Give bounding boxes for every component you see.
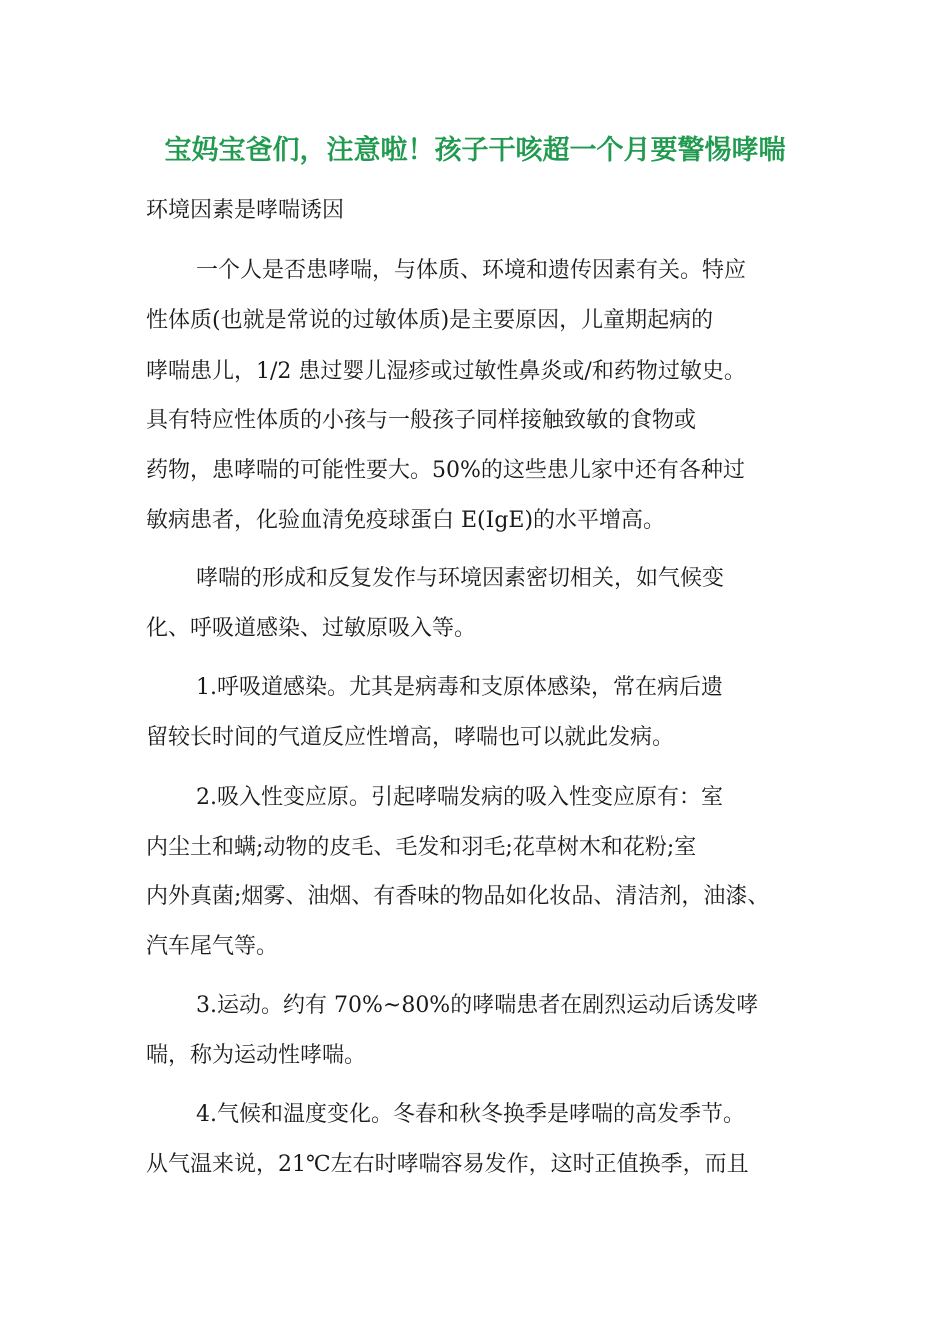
paragraph-1-line-2: 性体质(也就是常说的过敏体质)是主要原因，儿童期起病的 [146,308,714,333]
paragraph-6-line-2: 从气温来说，21℃左右时哮喘容易发作，这时正值换季，而且 [146,1152,749,1177]
paragraph-4-line-1: 2.吸入性变应原。引起哮喘发病的吸入性变应原有：室 [196,785,723,810]
paragraph-2-line-1: 哮喘的形成和反复发作与环境因素密切相关，如气候变 [196,566,725,591]
paragraph-1-line-3: 哮喘患儿，1/2 患过婴儿湿疹或过敏性鼻炎或/和药物过敏史。 [146,359,746,384]
paragraph-3-line-1: 1.呼吸道感染。尤其是病毒和支原体感染，常在病后遗 [196,675,723,700]
article-title: 宝妈宝爸们，注意啦！孩子干咳超一个月要警惕哮喘 [164,135,786,166]
paragraph-5-line-2: 喘，称为运动性哮喘。 [146,1043,367,1068]
paragraph-4-line-4: 汽车尾气等。 [146,934,279,959]
section-heading: 环境因素是哮喘诱因 [146,198,345,223]
paragraph-4-line-2: 内尘土和螨;动物的皮毛、毛发和羽毛;花草树木和花粉;室 [146,835,697,860]
paragraph-6-line-1: 4.气候和温度变化。冬春和秋冬换季是哮喘的高发季节。 [196,1102,745,1127]
paragraph-3-line-2: 留较长时间的气道反应性增高，哮喘也可以就此发病。 [146,725,675,750]
paragraph-1-line-6: 敏病患者，化验血清免疫球蛋白 E(IgE)的水平增高。 [146,508,666,533]
paragraph-1-line-4: 具有特应性体质的小孩与一般孩子同样接触致敏的食物或 [146,408,697,433]
paragraph-1-line-1: 一个人是否患哮喘，与体质、环境和遗传因素有关。特应 [196,258,747,283]
paragraph-5-line-1: 3.运动。约有 70%~80%的哮喘患者在剧烈运动后诱发哮 [196,993,759,1018]
paragraph-2-line-2: 化、呼吸道感染、过敏原吸入等。 [146,616,477,641]
paragraph-1-line-5: 药物，患哮喘的可能性要大。50%的这些患儿家中还有各种过 [146,458,745,483]
paragraph-4-line-3: 内外真菌;烟雾、油烟、有香味的物品如化妆品、清洁剂，油漆、 [146,884,770,909]
